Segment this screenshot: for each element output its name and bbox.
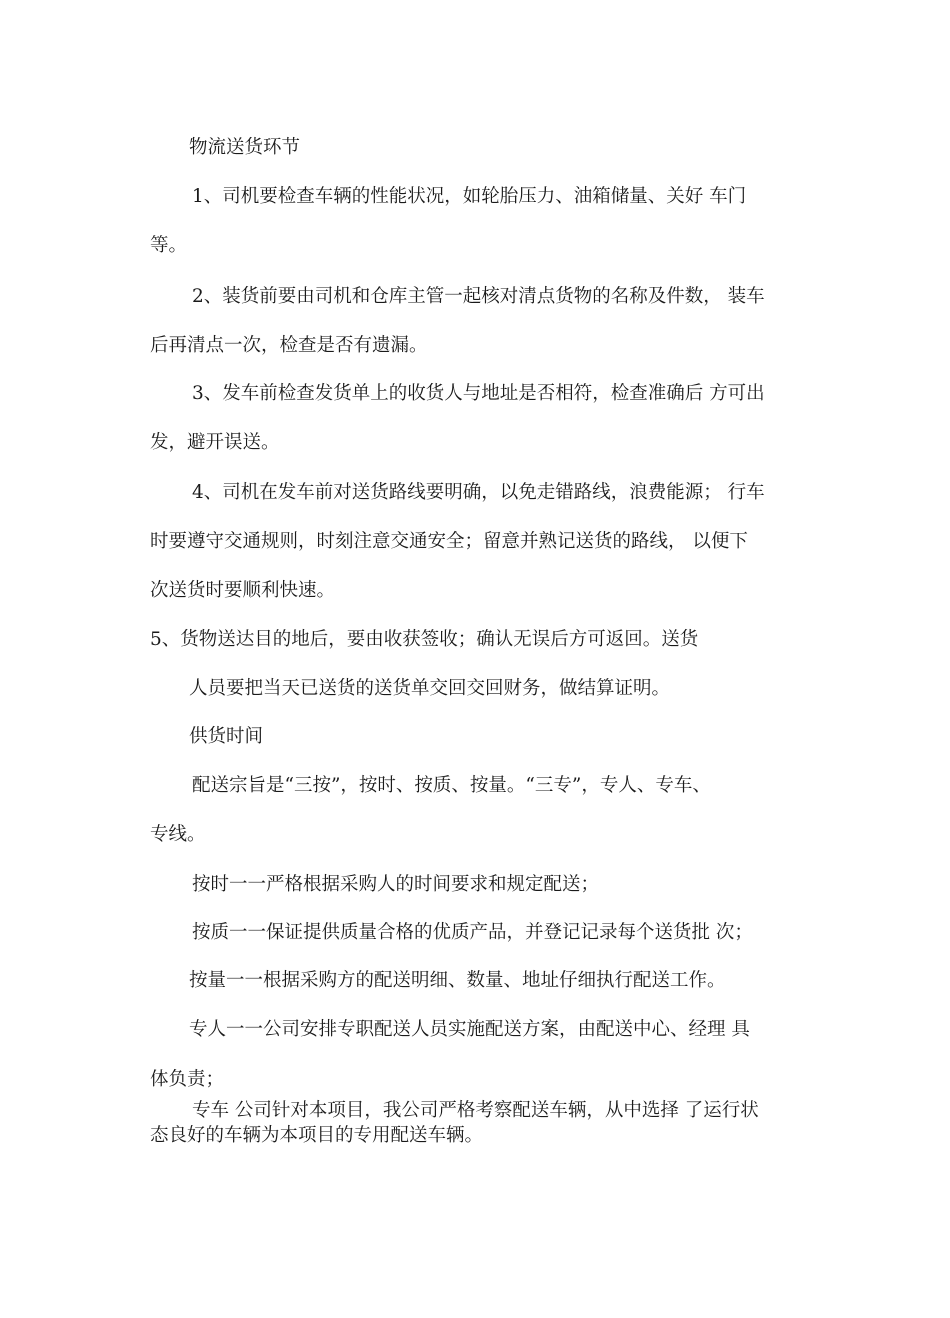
- paragraph-line: 配送宗旨是“三按”，按时、按质、按量。“三专”，专人、专车、: [192, 775, 711, 796]
- paragraph-line: 态良好的车辆为本项目的专用配送车辆。: [150, 1125, 484, 1146]
- paragraph-line: 专人一一公司安排专职配送人员实施配送方案，由配送中心、经理 具: [189, 1019, 750, 1040]
- paragraph-line: 专线。: [150, 824, 206, 845]
- paragraph-line: 人员要把当天已送货的送货单交回交回财务，做结算证明。: [189, 678, 671, 699]
- paragraph-line: 按时一一严格根据采购人的时间要求和规定配送；: [192, 874, 600, 895]
- paragraph-line: 次送货时要顺利快速。: [150, 580, 336, 601]
- paragraph-line: 按质一一保证提供质量合格的优质产品，并登记记录每个送货批 次；: [192, 922, 753, 943]
- paragraph-line: 5、货物送达目的地后，要由收获签收；确认无误后方可返回。送货: [150, 629, 699, 650]
- paragraph-line: 等。: [150, 235, 188, 256]
- paragraph-line: 3、发车前检查发货单上的收货人与地址是否相符，检查准确后 方可出: [192, 383, 765, 404]
- paragraph-line: 1、司机要检查车辆的性能状况，如轮胎压力、油箱储量、关好 车门: [192, 186, 747, 207]
- paragraph-line: 2、装货前要由司机和仓库主管一起核对清点货物的名称及件数， 装车: [192, 286, 765, 307]
- paragraph-line: 4、司机在发车前对送货路线要明确，以免走错路线，浪费能源； 行车: [192, 482, 765, 503]
- paragraph-line: 发，避开误送。: [150, 432, 280, 453]
- paragraph-line: 专车 公司针对本项目，我公司严格考察配送车辆，从中选择 了运行状: [192, 1100, 759, 1121]
- paragraph-line: 后再清点一次，检查是否有遗漏。: [150, 335, 428, 356]
- heading-logistics-delivery: 物流送货环节: [189, 137, 301, 158]
- paragraph-line: 时要遵守交通规则，时刻注意交通安全；留意并熟记送货的路线， 以便下: [150, 531, 748, 552]
- paragraph-line: 体负责；: [150, 1069, 225, 1090]
- heading-supply-time: 供货时间: [189, 726, 264, 747]
- paragraph-line: 按量一一根据采购方的配送明细、数量、地址仔细执行配送工作。: [189, 970, 726, 991]
